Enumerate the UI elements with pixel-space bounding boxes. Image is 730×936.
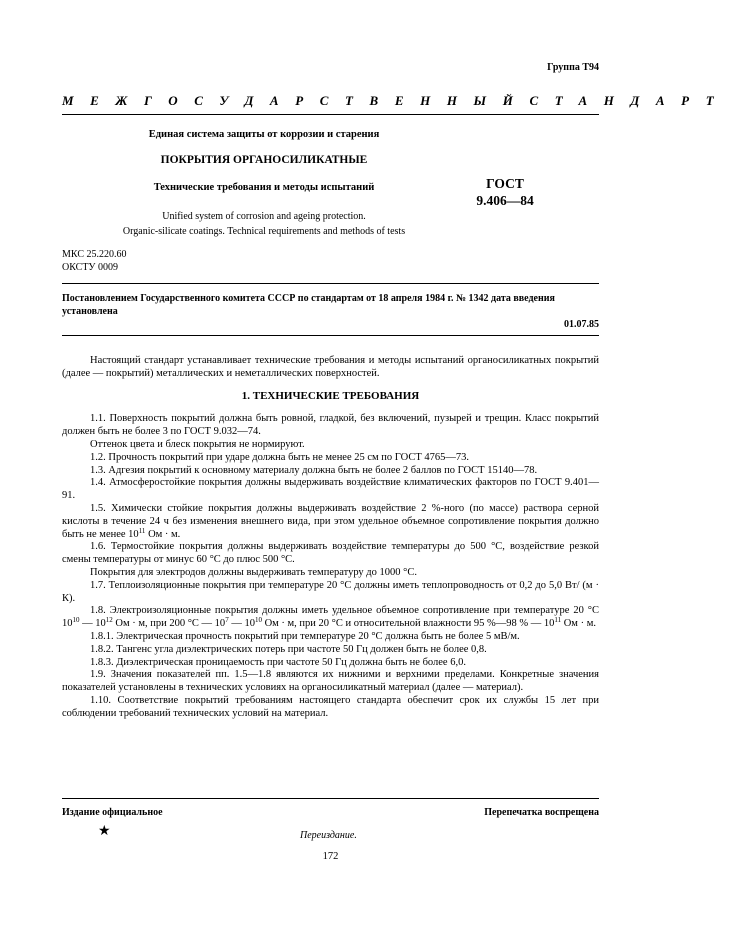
- gost-designation: [460, 175, 550, 209]
- section-heading: 1. ТЕХНИЧЕСКИЕ ТРЕБОВАНИЯ: [241, 389, 420, 402]
- document-title: ПОКРЫТИЯ ОРГАНОСИЛИКАТНЫЕ: [160, 154, 368, 166]
- clause-1-5-unit: Ом · м.: [145, 528, 181, 540]
- clause-1-10: 1.10. Соответствие покрытий требованиям настоящего стандарта обеспечит срок их службы 15 лет при соблюдении требований технических условий на материал.: [62, 694, 599, 719]
- exponent: 10: [72, 616, 80, 625]
- system-name: Единая система защиты от коррозии и старения: [148, 129, 380, 140]
- exponent: 12: [105, 616, 113, 625]
- document-body: [62, 355, 599, 721]
- reprint-prohibited-label: Перепечатка воспрещена: [484, 807, 599, 818]
- clause-1-4: 1.4. Атмосферостойкие покрытия должны выдерживать воздействие климатических факторов по ГОСТ 9.401—91.: [62, 477, 599, 502]
- gost-number: 9.406—84: [476, 193, 534, 208]
- english-title-line-1: Unified system of corrosion and ageing protection.: [162, 211, 366, 222]
- clause-1-6: 1.6. Термостойкие покрытия должны выдерживать воздействие температуры до 500 °С, воздействие резкой смены температуры от минус 60 °С до плюс 500 °С.: [62, 541, 599, 566]
- clause-1-6-note: Покрытия для электродов должны выдерживать температуру до 1000 °С.: [90, 566, 417, 578]
- banner-word-1: МЕЖГОСУДАРСТВЕННЫЙ: [62, 93, 530, 108]
- exponent: 11: [554, 616, 562, 625]
- clause-1-8-part: Ом · м, при 20 °С и относительной влажности 95 %—98 % — 10: [261, 618, 555, 630]
- clause-1-8-part: Ом · м, при 200 °С — 10: [112, 618, 226, 630]
- clause-1-8-part: Ом · м.: [561, 618, 596, 630]
- intro-paragraph: Настоящий стандарт устанавливает технические требования и методы испытаний органосиликатных покрытий (далее — покрытий) металлических и неметаллических поверхностей.: [62, 355, 599, 379]
- mks-code: МКС 25.220.60: [62, 249, 127, 260]
- classification-codes: [62, 248, 126, 274]
- okstu-code: ОКСТУ 0009: [62, 262, 119, 273]
- clause-1-1-note: Оттенок цвета и блеск покрытия не нормируют.: [90, 438, 305, 450]
- exponent: 7: [225, 616, 229, 625]
- group-code: Группа Т94: [547, 62, 599, 73]
- clause-1-2: 1.2. Прочность покрытий при ударе должна быть не менее 25 см по ГОСТ 4765—73.: [90, 451, 469, 463]
- clause-1-9: 1.9. Значения показателей пп. 1.5—1.8 являются их нижними и верхними пределами. Конкретные значения показателей установлены в технических условиях на органосиликатный материал (далее — материал).: [62, 669, 599, 694]
- document-subtitle: Технические требования и методы испытаний: [153, 182, 375, 193]
- clause-1-8: [62, 605, 599, 631]
- decree-bottom-rule: [62, 335, 599, 336]
- footer-rule: [62, 798, 599, 799]
- official-edition-label: Издание официальное: [62, 807, 163, 818]
- exponent: 10: [254, 616, 262, 625]
- decree-rule: [62, 283, 599, 284]
- exponent: 11: [138, 526, 146, 535]
- decree-text: Постановлением Государственного комитета СССР по стандартам от 18 апреля 1984 г. № 1342 дата введения установлена: [62, 293, 555, 317]
- clause-1-8-part: 1.8. Электроизоляционные покрытия должны иметь удельное объемное сопротивление при температуре 20 °С 10: [62, 605, 599, 630]
- top-rule: [62, 114, 599, 115]
- banner-word-2: СТАНДАРТ: [529, 93, 730, 108]
- english-title-line-2: Organic-silicate coatings. Technical requirements and methods of tests: [122, 226, 406, 237]
- clause-1-3: 1.3. Адгезия покрытий к основному материалу должна быть не более 2 баллов по ГОСТ 15140—78.: [90, 464, 538, 476]
- clause-1-1: 1.1. Поверхность покрытий должна быть ровной, гладкой, без включений, пузырей и трещин. Класс покрытий должен быть не более 3 по ГОСТ 9.032—74.: [62, 413, 599, 438]
- clause-1-5: [62, 503, 599, 541]
- clause-1-7: 1.7. Теплоизоляционные покрытия при температуре 20 °С должны иметь теплопроводность от 0,2 до 5,0 Вт/ (м · К).: [62, 579, 599, 604]
- gost-label: ГОСТ: [486, 176, 524, 191]
- effective-date: 01.07.85: [564, 319, 599, 330]
- clause-1-5-text: 1.5. Химически стойкие покрытия должны выдерживать воздействие 2 %-ного (по массе) раствора серной кислоты в течение 24 ч без изменения внешнего вида, при этом удельное объемное сопротивление покрытия должно быть не менее 10: [62, 502, 599, 540]
- clause-1-8-2: 1.8.2. Тангенс угла диэлектрических потерь при частоте 50 Гц должен быть не более 0,8.: [90, 643, 487, 655]
- clause-1-8-part: — 10: [79, 618, 106, 630]
- clause-1-8-1: 1.8.1. Электрическая прочность покрытий при температуре 20 °С должна быть не более 5 мВ/м.: [90, 630, 520, 642]
- clause-1-8-3: 1.8.3. Диэлектрическая проницаемость при частоте 50 Гц должна быть не более 6,0.: [90, 656, 466, 668]
- republication-note: Переиздание.: [300, 830, 357, 841]
- english-title: [62, 209, 466, 239]
- page-number: 172: [322, 851, 339, 862]
- standard-banner: [62, 93, 730, 109]
- clause-1-8-part: — 10: [228, 618, 255, 630]
- star-icon: ★: [98, 824, 111, 839]
